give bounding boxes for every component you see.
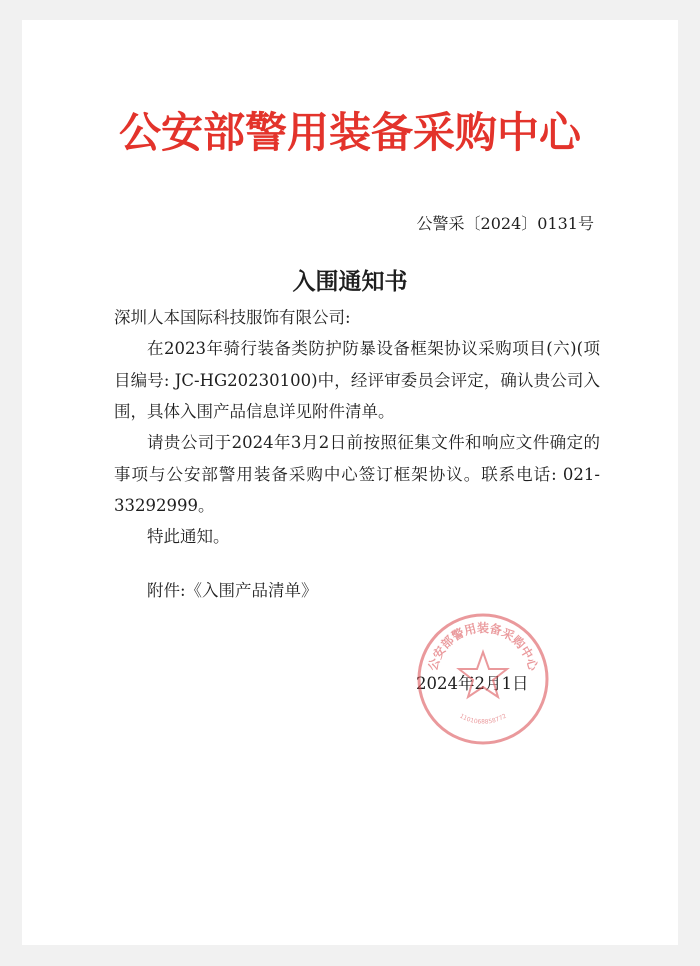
issue-date: 2024年2月1日: [416, 674, 529, 693]
paragraph-2: 请贵公司于2024年3月2日前按照征集文件和响应文件确定的事项与公安部警用装备采购中心签订框架协议。联系电话: 021-33292999。: [114, 433, 600, 515]
document-number: 公警采〔2024〕0131号: [416, 214, 594, 233]
recipient: 深圳人本国际科技服饰有限公司:: [114, 308, 351, 327]
paragraph-1: 在2023年骑行装备类防护防暴设备框架协议采购项目(六)(项目编号: JC-HG20230100)中，经评审委员会评定，确认贵公司入围，具体入围产品信息详见附件清单。: [114, 339, 600, 421]
seal-star-icon: [459, 652, 507, 697]
paragraph-3: 特此通知。: [147, 527, 230, 546]
notice-title: 入围通知书: [292, 269, 408, 295]
attachment-line: 附件:《入围产品清单》: [147, 581, 318, 600]
seal-text: 公安部警用装备采购中心: [425, 621, 541, 673]
seal-code: 1101068858772: [458, 712, 508, 726]
issuer-title: 公安部警用装备采购中心: [118, 108, 581, 157]
official-seal: [416, 612, 550, 746]
